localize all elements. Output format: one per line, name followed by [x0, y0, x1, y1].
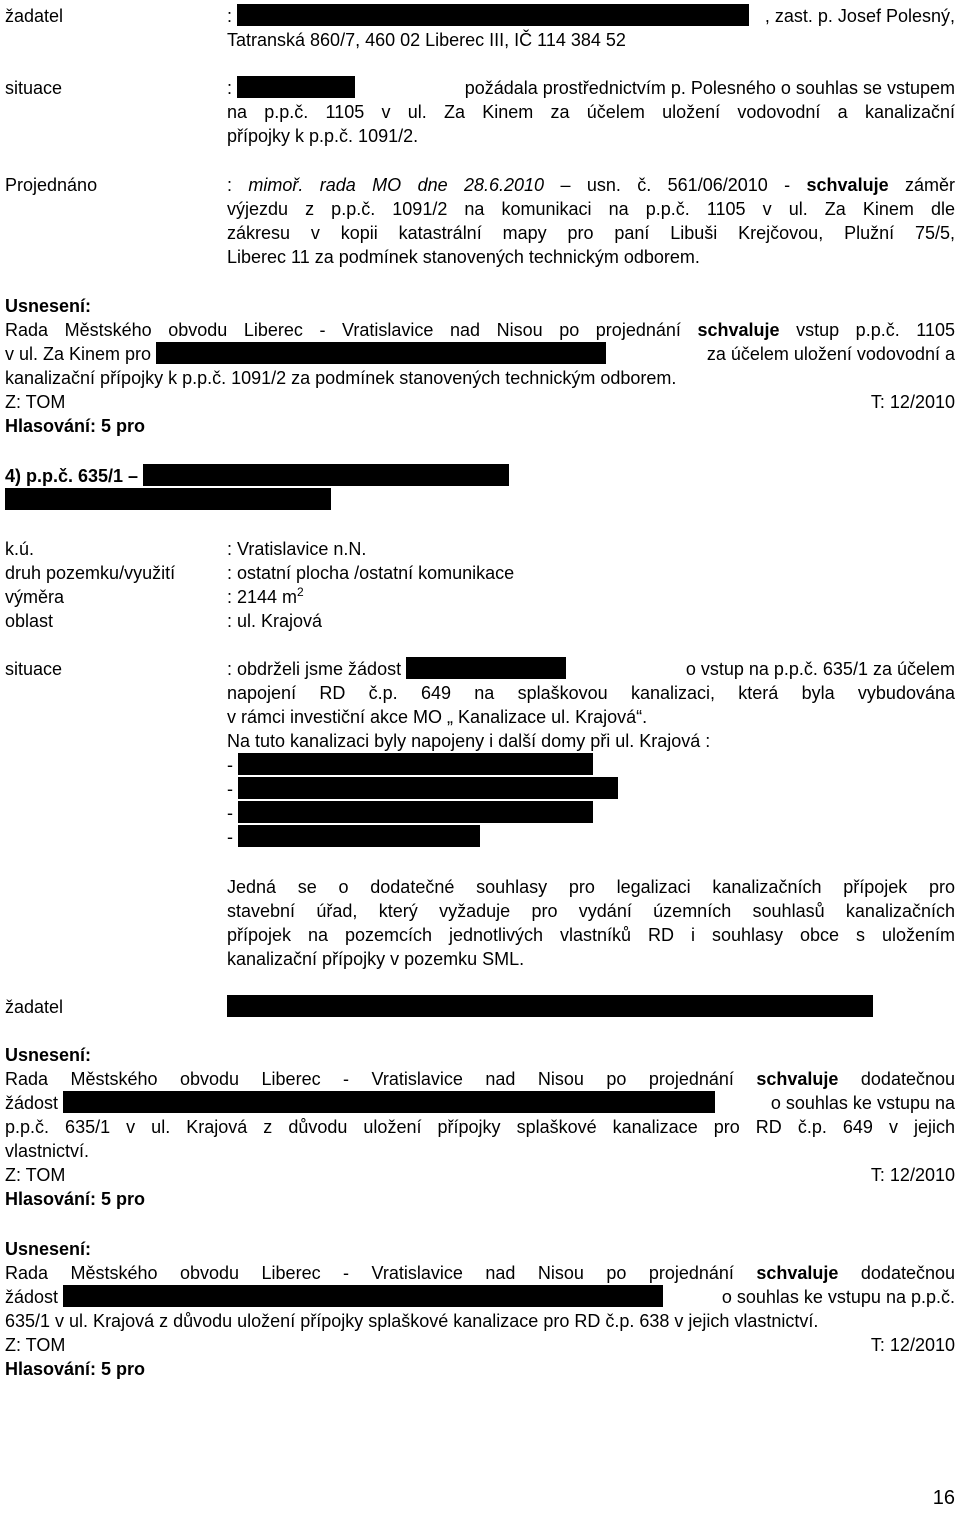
projednano-value: : mimoř. rada MO dne 28.6.2010 – usn. č. 561/06/2010 - schvaluje záměr výjezdu z p.p.č. 1091/2 na komunikaci na p.p.č. 1105 v ul. Za Kinem dle zákresu v kopii katastrální mapy pro paní Libuši Krejčovou, Plužní 75/5, Liberec 11 za podmínek stanovených technickým odborem. [227, 175, 955, 267]
usneseni-block-3: Usnesení: Rada Městského obvodu Liberec - Vratislavice nad Nisou po projednání schvaluje dodatečnou žádost o souhlas ke vstupu na p.p.č. 635/1 v ul. Krajová z důvodu uložení přípojky splaškové kanalizace pro RD č.p. 638 v jejich vlastnictví. Z: TOM T: 12/2010 Hlasování: 5 pro [5, 1239, 955, 1379]
redaction [238, 801, 593, 823]
situace-value: : obdrželi jsme žádost o vstup na p.p.č. 635/1 za účelem napojení RD č.p. 649 na splaškovou kanalizaci, která byla vybudována v rámci investiční akce MO „ Kanalizace ul. Krajová“. Na tuto kanalizaci byly napojeny i další domy při ul. Krajová : - - - - [227, 659, 955, 847]
redaction [238, 825, 480, 847]
redaction [63, 1285, 663, 1307]
item4-heading: 4) p.p.č. 635/1 – [5, 464, 955, 512]
redaction [237, 4, 749, 26]
projednano-label: Projednáno [5, 175, 98, 195]
redaction [63, 1091, 715, 1113]
zadatel-value [227, 995, 955, 1019]
redaction [238, 753, 593, 775]
zadatel-label: žadatel [5, 6, 64, 26]
jedna-paragraph: Jedná se o dodatečné souhlasy pro legalizaci kanalizačních přípojek pro stavební úřad, který vyžaduje pro vydání územních souhlasů kanalizačních přípojek na pozemcích jednotlivých vlastníků RD i souhlasy obce s uložením kanalizační přípojky v pozemku SML. [227, 877, 955, 969]
redaction [238, 777, 618, 799]
redaction [156, 342, 606, 364]
zadatel-value: : , zast. p. Josef Polesný, Tatranská 860/7, 460 02 Liberec III, IČ 114 384 52 [227, 6, 955, 50]
redaction [227, 995, 873, 1017]
page-number: 16 [932, 1487, 955, 1509]
zadatel-label: žadatel [5, 997, 64, 1017]
usneseni-block-2: Usnesení: Rada Městského obvodu Liberec - Vratislavice nad Nisou po projednání schvaluje dodatečnou žádost o souhlas ke vstupu na p.p.č. 635/1 v ul. Krajová z důvodu uložení přípojky splaškové kanalizace pro RD č.p. 649 v jejich vlastnictví. Z: TOM T: 12/2010 Hlasování: 5 pro [5, 1045, 955, 1209]
redaction [143, 464, 509, 486]
usneseni-block-1: Usnesení: Rada Městského obvodu Liberec - Vratislavice nad Nisou po projednání schvaluje vstup p.p.č. 1105 v ul. Za Kinem pro za účelem uložení vodovodní a kanalizační přípojky k p.p.č. 1091/2 za podmínek stanovených technickým odborem. Z: TOM T: 12/2010 Hlasování: 5 pro [5, 296, 955, 436]
redaction [406, 657, 566, 679]
situace-value: : požádala prostřednictvím p. Polesného o souhlas se vstupem na p.p.č. 1105 v ul. Za Kinem za účelem uložení vodovodní a kanalizační přípojky k p.p.č. 1091/2. [227, 78, 955, 146]
redaction [5, 488, 331, 510]
situace-label: situace [5, 78, 63, 98]
redaction [237, 76, 355, 98]
situace-label: situace [5, 659, 63, 679]
